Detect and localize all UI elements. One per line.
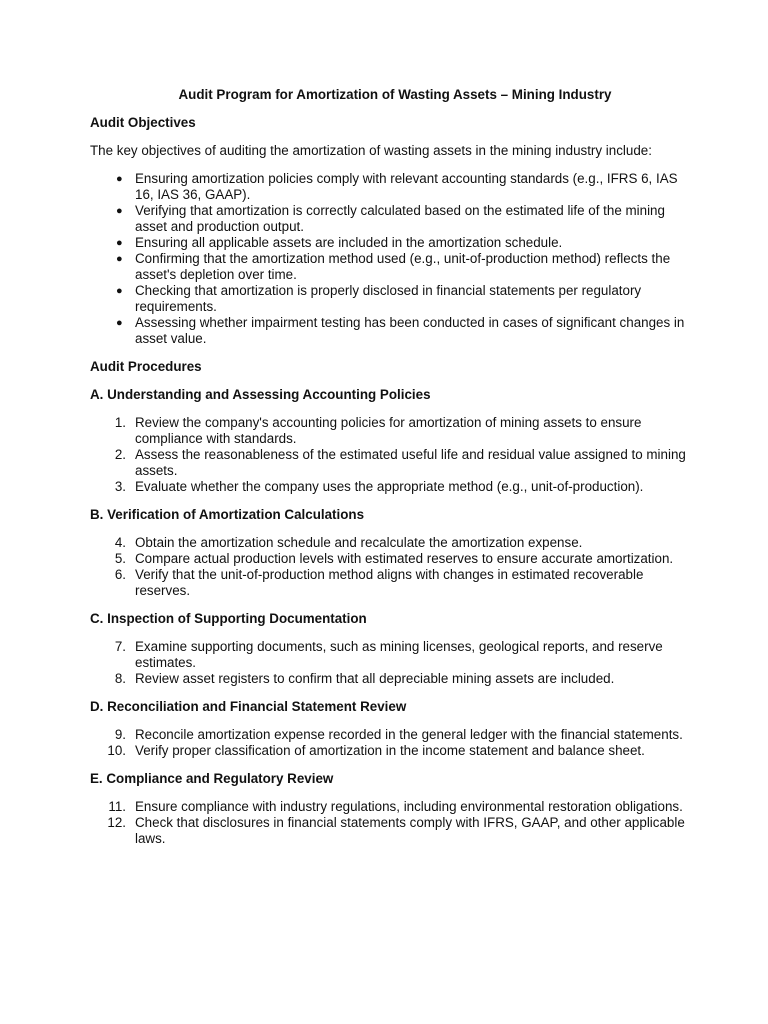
procedure-text: Compare actual production levels with estimated reserves to ensure accurate amortization.	[135, 551, 674, 566]
procedure-item	[90, 415, 690, 447]
procedure-item	[90, 743, 690, 759]
procedure-text: Evaluate whether the company uses the appropriate method (e.g., unit-of-production).	[135, 479, 644, 494]
item-number: 7.	[114, 639, 126, 654]
section-d-heading: D. Reconciliation and Financial Statement Review	[90, 699, 407, 714]
procedure-item	[90, 639, 690, 671]
procedure-item	[90, 799, 690, 815]
item-number: 3.	[114, 479, 126, 494]
item-number: 4.	[114, 535, 126, 550]
objective-text: Confirming that the amortization method used (e.g., unit-of-production method) reflects the asset's depletion over time.	[135, 251, 671, 282]
document-body	[90, 87, 690, 859]
procedure-text: Verify that the unit-of-production method aligns with changes in estimated recoverable reserves.	[135, 567, 644, 598]
objective-item	[90, 203, 690, 235]
section-a-heading: A. Understanding and Assessing Accounting Policies	[90, 387, 431, 402]
objective-text: Verifying that amortization is correctly calculated based on the estimated life of the mining asset and production output.	[135, 203, 665, 234]
objective-text: Ensuring amortization policies comply with relevant accounting standards (e.g., IFRS 6, IAS 16, IAS 36, GAAP).	[135, 171, 678, 202]
item-number: 10.	[107, 743, 126, 758]
procedure-text: Check that disclosures in financial statements comply with IFRS, GAAP, and other applicable laws.	[135, 815, 685, 846]
procedure-text: Verify proper classification of amortization in the income statement and balance sheet.	[135, 743, 645, 758]
procedure-text: Assess the reasonableness of the estimated useful life and residual value assigned to mining assets.	[135, 447, 686, 478]
item-number: 2.	[114, 447, 126, 462]
bullet-icon: ●	[116, 285, 123, 297]
bullet-icon: ●	[116, 237, 123, 249]
objective-item	[90, 283, 690, 315]
bullet-icon: ●	[116, 205, 123, 217]
objectives-heading: Audit Objectives	[90, 115, 196, 130]
objective-item	[90, 171, 690, 203]
procedures-heading: Audit Procedures	[90, 359, 202, 374]
section-b-heading: B. Verification of Amortization Calculations	[90, 507, 365, 522]
objective-item	[90, 251, 690, 283]
section-a-list	[90, 415, 690, 495]
procedure-item	[90, 727, 690, 743]
item-number: 6.	[114, 567, 126, 582]
objective-item	[90, 235, 690, 251]
procedure-text: Ensure compliance with industry regulations, including environmental restoration obligations.	[135, 799, 683, 814]
item-number: 8.	[114, 671, 126, 686]
section-e-heading: E. Compliance and Regulatory Review	[90, 771, 334, 786]
procedure-text: Reconcile amortization expense recorded in the general ledger with the financial statements.	[135, 727, 683, 742]
item-number: 9.	[114, 727, 126, 742]
objective-text: Ensuring all applicable assets are included in the amortization schedule.	[135, 235, 563, 250]
procedure-item	[90, 671, 690, 687]
section-e-list	[90, 799, 690, 847]
objectives-list	[90, 171, 690, 347]
procedure-item	[90, 551, 690, 567]
procedure-item	[90, 479, 690, 495]
item-number: 5.	[114, 551, 126, 566]
procedure-item	[90, 567, 690, 599]
procedure-text: Review asset registers to confirm that all depreciable mining assets are included.	[135, 671, 615, 686]
procedure-item	[90, 535, 690, 551]
section-c-heading: C. Inspection of Supporting Documentation	[90, 611, 367, 626]
item-number: 1.	[114, 415, 126, 430]
item-number: 12.	[107, 815, 126, 830]
bullet-icon: ●	[116, 173, 123, 185]
objectives-intro: The key objectives of auditing the amortization of wasting assets in the mining industry include:	[90, 143, 652, 158]
procedure-text: Review the company's accounting policies for amortization of mining assets to ensure compliance with standards.	[135, 415, 642, 446]
section-c-list	[90, 639, 690, 687]
section-d-list	[90, 727, 690, 759]
procedure-text: Obtain the amortization schedule and recalculate the amortization expense.	[135, 535, 583, 550]
objective-text: Checking that amortization is properly disclosed in financial statements per regulatory requirements.	[135, 283, 642, 314]
section-b-list	[90, 535, 690, 599]
item-number: 11.	[108, 799, 126, 814]
bullet-icon: ●	[116, 253, 123, 265]
objective-item	[90, 315, 690, 347]
procedure-item	[90, 815, 690, 847]
objective-text: Assessing whether impairment testing has been conducted in cases of significant changes in asset value.	[135, 315, 685, 346]
document-title: Audit Program for Amortization of Wasting Assets – Mining Industry	[178, 87, 612, 102]
procedure-item	[90, 447, 690, 479]
procedure-text: Examine supporting documents, such as mining licenses, geological reports, and reserve estimates.	[135, 639, 663, 670]
bullet-icon: ●	[116, 317, 123, 329]
